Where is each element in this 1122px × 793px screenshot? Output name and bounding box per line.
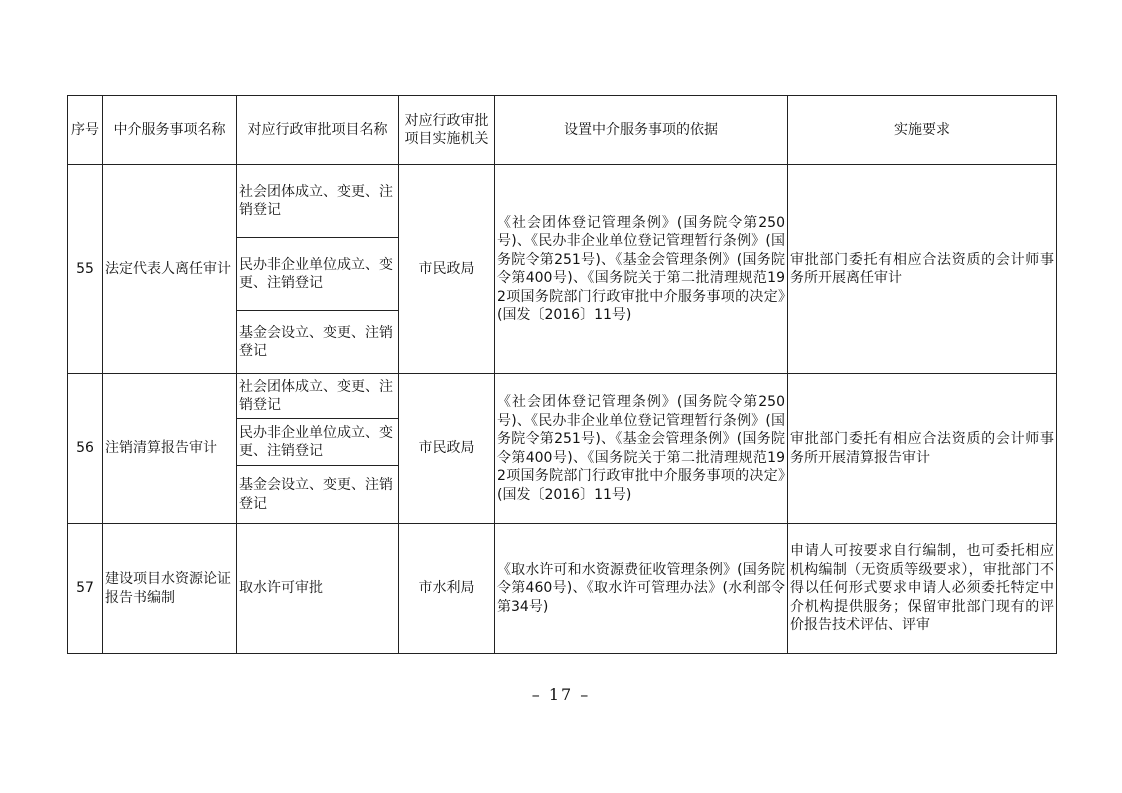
header-approval-item: 对应行政审批项目名称	[237, 96, 399, 165]
table-row	[68, 524, 1057, 654]
header-requirement: 实施要求	[788, 96, 1057, 165]
row-approval-item: 基金会设立、变更、注销登记	[237, 311, 399, 374]
row-authority: 市水利局	[399, 524, 495, 654]
intermediary-service-table	[67, 95, 1057, 654]
row-approval-item: 基金会设立、变更、注销登记	[237, 466, 399, 524]
row-approval-item: 民办非企业单位成立、变更、注销登记	[237, 238, 399, 311]
row-approval-item: 社会团体成立、变更、注销登记	[237, 374, 399, 419]
row-basis: 《社会团体登记管理条例》(国务院令第250号)、《民办非企业单位登记管理暂行条例》(国务院令第251号)、《基金会管理条例》(国务院令第400号)、《国务院关于第二批清理规范192项国务院部门行政审批中介服务事项的决定》(国发〔2016〕11号)	[495, 165, 788, 374]
table-header-row	[68, 96, 1057, 165]
row-approval-item: 社会团体成立、变更、注销登记	[237, 165, 399, 238]
page-number: – 17 –	[531, 685, 591, 704]
header-service-name: 中介服务事项名称	[103, 96, 237, 165]
row-serial-no: 57	[68, 524, 103, 654]
row-serial-no: 55	[68, 165, 103, 374]
header-authority: 对应行政审批项目实施机关	[399, 96, 495, 165]
table-row	[68, 374, 1057, 419]
row-approval-item: 取水许可审批	[237, 524, 399, 654]
row-basis: 《取水许可和水资源费征收管理条例》(国务院令第460号)、《取水许可管理办法》(水利部令第34号)	[495, 524, 788, 654]
row-service-name: 建设项目水资源论证报告书编制	[103, 524, 237, 654]
row-basis: 《社会团体登记管理条例》(国务院令第250号)、《民办非企业单位登记管理暂行条例》(国务院令第251号)、《基金会管理条例》(国务院令第400号)、《国务院关于第二批清理规范192项国务院部门行政审批中介服务事项的决定》(国发〔2016〕11号)	[495, 374, 788, 524]
row-serial-no: 56	[68, 374, 103, 524]
row-authority: 市民政局	[399, 165, 495, 374]
header-serial-no: 序号	[68, 96, 103, 165]
header-basis: 设置中介服务事项的依据	[495, 96, 788, 165]
row-approval-item: 民办非企业单位成立、变更、注销登记	[237, 419, 399, 466]
row-requirement: 审批部门委托有相应合法资质的会计师事务所开展离任审计	[788, 165, 1057, 374]
row-requirement: 申请人可按要求自行编制，也可委托相应机构编制（无资质等级要求），审批部门不得以任何形式要求申请人必须委托特定中介机构提供服务；保留审批部门现有的评价报告技术评估、评审	[788, 524, 1057, 654]
row-authority: 市民政局	[399, 374, 495, 524]
table-row	[68, 165, 1057, 238]
row-service-name: 注销清算报告审计	[103, 374, 237, 524]
row-requirement: 审批部门委托有相应合法资质的会计师事务所开展清算报告审计	[788, 374, 1057, 524]
row-service-name: 法定代表人离任审计	[103, 165, 237, 374]
